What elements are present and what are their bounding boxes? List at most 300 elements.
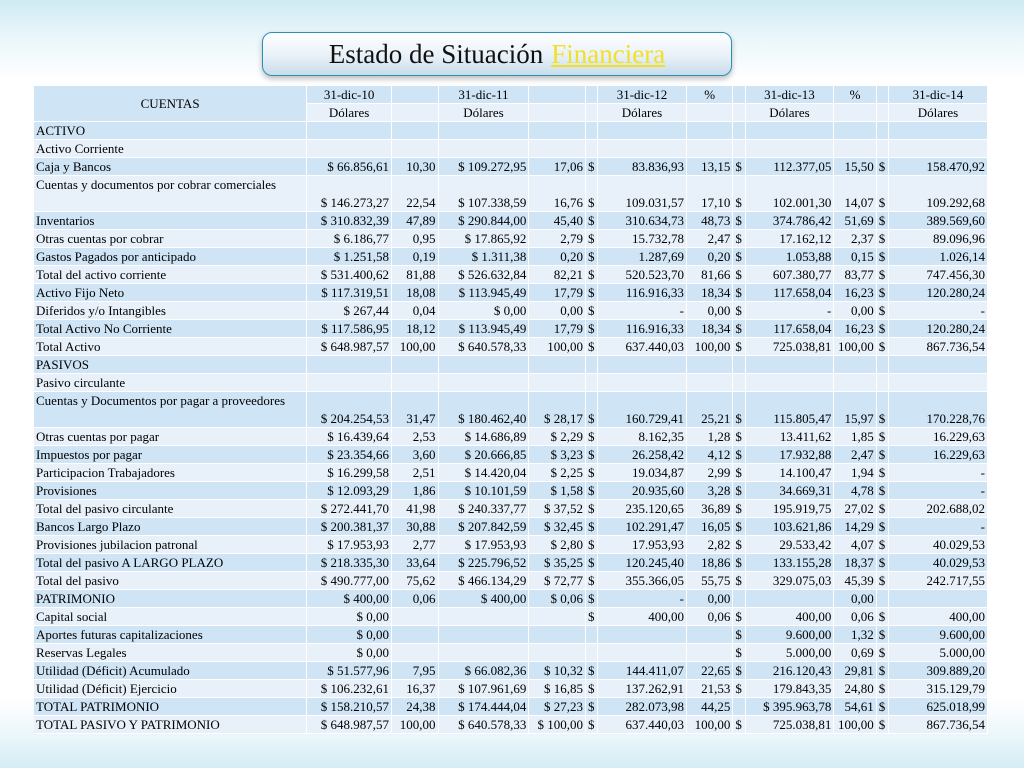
table-row (34, 680, 988, 698)
cell-value: $ 100,00 (529, 716, 586, 734)
cell-value (888, 122, 987, 140)
cell-value: $ (876, 284, 888, 302)
cell-value (438, 122, 529, 140)
header-currency-2010: Dólares (307, 104, 392, 122)
cell-value: 44,25 (686, 698, 732, 716)
cell-value: $ (876, 248, 888, 266)
header-currency-2014: Dólares (888, 104, 987, 122)
cell-value (598, 644, 687, 662)
cell-value: 30,88 (392, 518, 438, 536)
cell-value: $ (733, 716, 745, 734)
cell-value: $ (733, 158, 745, 176)
cell-value: 0,00 (834, 590, 876, 608)
cell-value: 17.953,93 (598, 536, 687, 554)
row-label: Otras cuentas por pagar (34, 428, 307, 446)
cell-value (876, 122, 888, 140)
cell-value: $ (585, 266, 597, 284)
cell-value: $ 72,77 (529, 572, 586, 590)
table-row (34, 572, 988, 590)
cell-value: $ (585, 212, 597, 230)
cell-value (733, 374, 745, 392)
cell-value: $ (733, 212, 745, 230)
cell-value: $ (733, 302, 745, 320)
table-row (34, 338, 988, 356)
title-link-financiera[interactable]: Financiera (551, 38, 666, 69)
cell-value: - (888, 518, 987, 536)
cell-value: $ 17.865,92 (438, 230, 529, 248)
cell-value: $ 1.251,58 (307, 248, 392, 266)
cell-value: 29,81 (834, 662, 876, 680)
cell-value: $ 16,85 (529, 680, 586, 698)
cell-value: $ 113.945,49 (438, 284, 529, 302)
cell-value: $ (733, 446, 745, 464)
cell-value: $ (876, 554, 888, 572)
cell-value: $ 180.462,40 (438, 392, 529, 428)
cell-value: 17,10 (686, 176, 732, 212)
cell-value: $ 400,00 (438, 590, 529, 608)
cell-value: 100,00 (392, 716, 438, 734)
cell-value: $ (733, 608, 745, 626)
cell-value: 242.717,55 (888, 572, 987, 590)
cell-value: $ 66.856,61 (307, 158, 392, 176)
cell-value: $ (876, 716, 888, 734)
cell-value: $ (733, 248, 745, 266)
cell-value: 51,69 (834, 212, 876, 230)
row-label: Activo Corriente (34, 140, 307, 158)
row-label: Total Activo No Corriente (34, 320, 307, 338)
cell-value (745, 356, 834, 374)
table-row (34, 266, 988, 284)
header-date-2014: 31-dic-14 (888, 86, 987, 104)
header-pct-2012: % (686, 86, 732, 104)
cell-value: 8.162,35 (598, 428, 687, 446)
table-row (34, 608, 988, 626)
cell-value: 216.120,43 (745, 662, 834, 680)
cell-value (529, 608, 586, 626)
cell-value: - (888, 482, 987, 500)
cell-value: 133.155,28 (745, 554, 834, 572)
cell-value: $ 14.420,04 (438, 464, 529, 482)
cell-value: $ (733, 626, 745, 644)
cell-value: 14,07 (834, 176, 876, 212)
cell-value: $ (876, 158, 888, 176)
row-label: Bancos Largo Plazo (34, 518, 307, 536)
cell-value (888, 374, 987, 392)
cell-value: 158.470,92 (888, 158, 987, 176)
cell-value: 102.001,30 (745, 176, 834, 212)
table-row (34, 176, 988, 212)
cell-value: 100,00 (392, 338, 438, 356)
cell-value: 40.029,53 (888, 536, 987, 554)
cell-value: 116.916,33 (598, 320, 687, 338)
table-row (34, 536, 988, 554)
table-row (34, 644, 988, 662)
cell-value: 81,88 (392, 266, 438, 284)
cell-value: 40.029,53 (888, 554, 987, 572)
cell-value (529, 122, 586, 140)
cell-value: $ 272.441,70 (307, 500, 392, 518)
cell-value: 2,51 (392, 464, 438, 482)
cell-value: $ 12.093,29 (307, 482, 392, 500)
cell-value: $ (585, 320, 597, 338)
header-currency-2012: Dólares (598, 104, 687, 122)
cell-value: $ (585, 536, 597, 554)
cell-value: 34.669,31 (745, 482, 834, 500)
cell-value (733, 140, 745, 158)
cell-value (438, 356, 529, 374)
cell-value: $ (585, 518, 597, 536)
cell-value (438, 644, 529, 662)
cell-value: 109.031,57 (598, 176, 687, 212)
cell-value: $ 531.400,62 (307, 266, 392, 284)
cell-value (307, 374, 392, 392)
cell-value (438, 140, 529, 158)
row-label: PASIVOS (34, 356, 307, 374)
cell-value: 83.836,93 (598, 158, 687, 176)
row-label: Provisiones jubilacion patronal (34, 536, 307, 554)
header-currency-2013: Dólares (745, 104, 834, 122)
cell-value: 1,94 (834, 464, 876, 482)
cell-value: 160.729,41 (598, 392, 687, 428)
cell-value: $ 51.577,96 (307, 662, 392, 680)
table-row (34, 554, 988, 572)
cell-value (529, 626, 586, 644)
cell-value: $ (876, 518, 888, 536)
row-label: Impuestos por pagar (34, 446, 307, 464)
cell-value: $ (585, 698, 597, 716)
cell-value (733, 122, 745, 140)
cell-value: $ (585, 554, 597, 572)
cell-value: 0,15 (834, 248, 876, 266)
cell-value: 17,79 (529, 320, 586, 338)
cell-value: 170.228,76 (888, 392, 987, 428)
cell-value: 3,28 (686, 482, 732, 500)
cell-value: 5.000,00 (745, 644, 834, 662)
cell-value: $ 109.272,95 (438, 158, 529, 176)
cell-value: 120.280,24 (888, 320, 987, 338)
cell-value: $ 158.210,57 (307, 698, 392, 716)
cell-value: $ (876, 446, 888, 464)
cell-value (876, 590, 888, 608)
cell-value: 102.291,47 (598, 518, 687, 536)
cell-value: $ 0,00 (438, 302, 529, 320)
cell-value (392, 356, 438, 374)
cell-value: 13.411,62 (745, 428, 834, 446)
cell-value (834, 140, 876, 158)
cell-value: $ 3,23 (529, 446, 586, 464)
cell-value: $ 2,29 (529, 428, 586, 446)
cell-value: $ (585, 608, 597, 626)
cell-value: $ 17.953,93 (438, 536, 529, 554)
slide-title: Estado de Situación (328, 38, 544, 69)
cell-value: $ 113.945,49 (438, 320, 529, 338)
cell-value: 1,85 (834, 428, 876, 446)
table-row (34, 590, 988, 608)
cell-value: $ 117.586,95 (307, 320, 392, 338)
table-row (34, 662, 988, 680)
cell-value: 81,66 (686, 266, 732, 284)
cell-value: $ 648.987,57 (307, 338, 392, 356)
cell-value: 100,00 (834, 338, 876, 356)
cell-value: 54,61 (834, 698, 876, 716)
cell-value: $ (585, 500, 597, 518)
cell-value (585, 140, 597, 158)
table-row (34, 158, 988, 176)
cell-value: 2,47 (686, 230, 732, 248)
cell-value (598, 626, 687, 644)
cell-value: 24,38 (392, 698, 438, 716)
cell-value (686, 374, 732, 392)
cell-value (686, 122, 732, 140)
cell-value (392, 374, 438, 392)
cell-value: 13,15 (686, 158, 732, 176)
cell-value: $ (876, 230, 888, 248)
cell-value: $ (876, 338, 888, 356)
cell-value: $ (733, 536, 745, 554)
cell-value: $ (585, 392, 597, 428)
cell-value (733, 590, 745, 608)
cell-value: $ 204.254,53 (307, 392, 392, 428)
cell-value (438, 608, 529, 626)
row-label: Total Activo (34, 338, 307, 356)
cell-value: 17.932,88 (745, 446, 834, 464)
row-label: Otras cuentas por cobrar (34, 230, 307, 248)
table-row (34, 428, 988, 446)
row-label: Total del pasivo circulante (34, 500, 307, 518)
cell-value: 309.889,20 (888, 662, 987, 680)
cell-value: 18,34 (686, 284, 732, 302)
cell-value (529, 356, 586, 374)
cell-value: $ 240.337,77 (438, 500, 529, 518)
table-row (34, 482, 988, 500)
cell-value: 10,30 (392, 158, 438, 176)
cell-value: $ (876, 320, 888, 338)
row-label: Capital social (34, 608, 307, 626)
cell-value: 120.280,24 (888, 284, 987, 302)
cell-value: $ (876, 536, 888, 554)
row-label: Activo Fijo Neto (34, 284, 307, 302)
cell-value: 179.843,35 (745, 680, 834, 698)
cell-value: 282.073,98 (598, 698, 687, 716)
row-label: Caja y Bancos (34, 158, 307, 176)
cell-value: 103.621,86 (745, 518, 834, 536)
cell-value: $ 267,44 (307, 302, 392, 320)
cell-value: $ 207.842,59 (438, 518, 529, 536)
cell-value (307, 140, 392, 158)
cell-value: $ 1,58 (529, 482, 586, 500)
cell-value: 625.018,99 (888, 698, 987, 716)
cell-value (834, 374, 876, 392)
cell-value: 5.000,00 (888, 644, 987, 662)
cell-value (392, 644, 438, 662)
header-date-2013: 31-dic-13 (745, 86, 834, 104)
cell-value: $ 310.832,39 (307, 212, 392, 230)
cell-value: $ 400,00 (307, 590, 392, 608)
cell-value (392, 140, 438, 158)
cell-value (529, 374, 586, 392)
cell-value (585, 356, 597, 374)
cell-value (598, 374, 687, 392)
cell-value: 0,00 (834, 302, 876, 320)
cell-value: 400,00 (745, 608, 834, 626)
cell-value (585, 374, 597, 392)
cell-value (888, 356, 987, 374)
cell-value (834, 122, 876, 140)
cell-value (745, 590, 834, 608)
cell-value: $ 10,32 (529, 662, 586, 680)
cell-value: $ (733, 176, 745, 212)
cell-value: 100,00 (834, 716, 876, 734)
cell-value: $ (585, 716, 597, 734)
cell-value: $ (733, 500, 745, 518)
cell-value: 144.411,07 (598, 662, 687, 680)
cell-value: 82,21 (529, 266, 586, 284)
cell-value: 867.736,54 (888, 716, 987, 734)
cell-value: 607.380,77 (745, 266, 834, 284)
cell-value: 31,47 (392, 392, 438, 428)
cell-value: 0,69 (834, 644, 876, 662)
cell-value (392, 626, 438, 644)
cell-value: 195.919,75 (745, 500, 834, 518)
table-row (34, 500, 988, 518)
cell-value: 329.075,03 (745, 572, 834, 590)
cell-value: $ (876, 212, 888, 230)
table-row (34, 392, 988, 428)
cell-value: $ (585, 176, 597, 212)
cell-value: 27,02 (834, 500, 876, 518)
row-label: Inventarios (34, 212, 307, 230)
row-label: ACTIVO (34, 122, 307, 140)
row-label: Aportes futuras capitalizaciones (34, 626, 307, 644)
cell-value: 4,12 (686, 446, 732, 464)
cell-value: 47,89 (392, 212, 438, 230)
cell-value: 22,54 (392, 176, 438, 212)
cell-value: $ 0,00 (307, 626, 392, 644)
cell-value: 116.916,33 (598, 284, 687, 302)
cell-value: $ 66.082,36 (438, 662, 529, 680)
cell-value: $ 32,45 (529, 518, 586, 536)
cell-value: $ 490.777,00 (307, 572, 392, 590)
cell-value: $ 6.186,77 (307, 230, 392, 248)
cell-value: 1,28 (686, 428, 732, 446)
row-label: TOTAL PASIVO Y PATRIMONIO (34, 716, 307, 734)
cell-value: 400,00 (888, 608, 987, 626)
balance-sheet-table (34, 86, 988, 734)
cell-value: 374.786,42 (745, 212, 834, 230)
cell-value: $ 1.311,38 (438, 248, 529, 266)
cell-value: 1,32 (834, 626, 876, 644)
cell-value (686, 626, 732, 644)
cell-value: 16,76 (529, 176, 586, 212)
cell-value: 389.569,60 (888, 212, 987, 230)
cell-value: 18,08 (392, 284, 438, 302)
cell-value: 637.440,03 (598, 338, 687, 356)
cell-value (733, 356, 745, 374)
cell-value: 117.658,04 (745, 284, 834, 302)
cell-value: 4,07 (834, 536, 876, 554)
cell-value: 14,29 (834, 518, 876, 536)
row-label: Gastos Pagados por anticipado (34, 248, 307, 266)
cell-value: 33,64 (392, 554, 438, 572)
cell-value: 202.688,02 (888, 500, 987, 518)
row-label: TOTAL PATRIMONIO (34, 698, 307, 716)
cell-value: 2,47 (834, 446, 876, 464)
cell-value (438, 374, 529, 392)
cell-value: $ 28,17 (529, 392, 586, 428)
cell-value: 16.229,63 (888, 428, 987, 446)
table-row (34, 122, 988, 140)
cell-value: 0,20 (529, 248, 586, 266)
table-row (34, 446, 988, 464)
cell-value: $ 2,25 (529, 464, 586, 482)
cell-value: $ (876, 482, 888, 500)
cell-value: $ (733, 572, 745, 590)
cell-value (392, 122, 438, 140)
table-row (34, 140, 988, 158)
cell-value: 18,12 (392, 320, 438, 338)
cell-value: $ 27,23 (529, 698, 586, 716)
cell-value: $ 0,00 (307, 608, 392, 626)
cell-value: 1.026,14 (888, 248, 987, 266)
cell-value: 0,04 (392, 302, 438, 320)
cell-value: 16,05 (686, 518, 732, 536)
cell-value: 115.805,47 (745, 392, 834, 428)
cell-value: 15.732,78 (598, 230, 687, 248)
cell-value: $ (585, 464, 597, 482)
cell-value (733, 698, 745, 716)
cell-value: $ (585, 590, 597, 608)
cell-value: 4,78 (834, 482, 876, 500)
table-row (34, 716, 988, 734)
cell-value: 235.120,65 (598, 500, 687, 518)
header-cuentas: CUENTAS (34, 86, 307, 122)
cell-value: 14.100,47 (745, 464, 834, 482)
row-label: PATRIMONIO (34, 590, 307, 608)
table-row (34, 302, 988, 320)
row-label: Diferidos y/o Intangibles (34, 302, 307, 320)
cell-value (745, 374, 834, 392)
cell-value (876, 356, 888, 374)
cell-value: $ (733, 338, 745, 356)
table-row (34, 374, 988, 392)
cell-value: 0,06 (392, 590, 438, 608)
row-label: Total del activo corriente (34, 266, 307, 284)
cell-value (585, 626, 597, 644)
cell-value: 0,00 (686, 590, 732, 608)
cell-value: 18,86 (686, 554, 732, 572)
cell-value: 117.658,04 (745, 320, 834, 338)
cell-value: $ 37,52 (529, 500, 586, 518)
cell-value (598, 140, 687, 158)
cell-value: $ 20.666,85 (438, 446, 529, 464)
row-label: Cuentas y Documentos por pagar a proveedores (34, 392, 307, 428)
cell-value (307, 356, 392, 374)
cell-value: $ (876, 662, 888, 680)
cell-value: $ (585, 284, 597, 302)
cell-value: 2,79 (529, 230, 586, 248)
cell-value: 55,75 (686, 572, 732, 590)
table-row (34, 284, 988, 302)
row-label: Participacion Trabajadores (34, 464, 307, 482)
cell-value: $ 16.439,64 (307, 428, 392, 446)
cell-value: 15,97 (834, 392, 876, 428)
cell-value: $ (733, 464, 745, 482)
cell-value (598, 122, 687, 140)
cell-value: $ 648.987,57 (307, 716, 392, 734)
cell-value (529, 644, 586, 662)
cell-value: $ 0,06 (529, 590, 586, 608)
cell-value: $ (733, 230, 745, 248)
